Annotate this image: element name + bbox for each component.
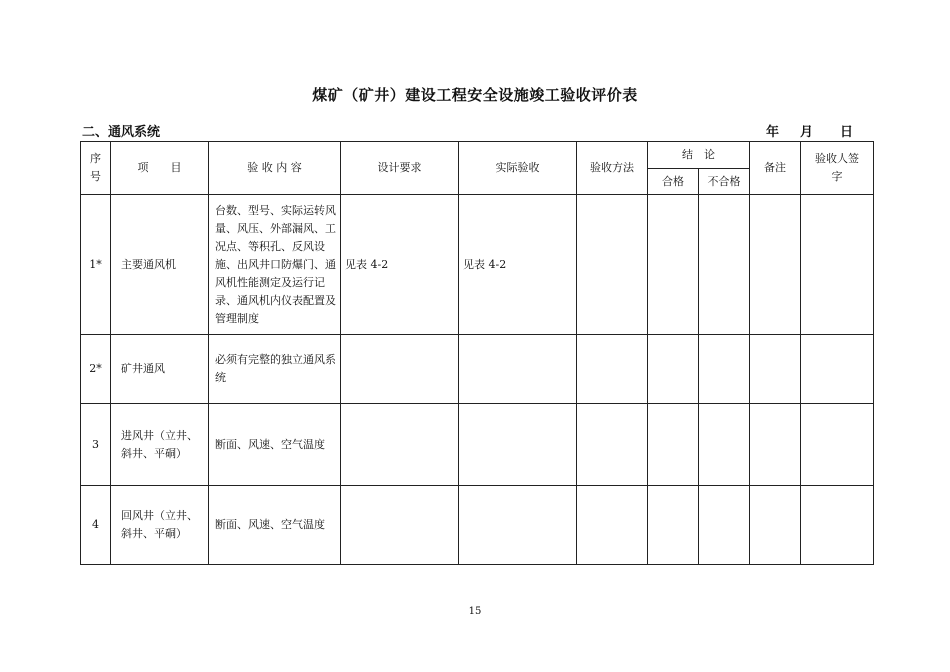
header-pass: 合格 — [648, 169, 699, 195]
row-method — [577, 404, 648, 486]
row-inspector — [801, 404, 874, 486]
row-actual — [459, 335, 577, 404]
row-inspector — [801, 335, 874, 404]
row-method — [577, 195, 648, 335]
row-item: 主要通风机 — [111, 195, 209, 335]
header-remark: 备注 — [750, 142, 801, 195]
row-method — [577, 486, 648, 565]
row-actual: 见表 4-2 — [459, 195, 577, 335]
header-inspector: 验收人签 字 — [801, 142, 874, 195]
row-method — [577, 335, 648, 404]
header-item: 项 目 — [111, 142, 209, 195]
row-fail — [699, 195, 750, 335]
date-day: 日 — [840, 125, 854, 140]
row-content: 断面、风速、空气温度 — [209, 486, 341, 565]
page-title: 煤矿（矿井）建设工程安全设施竣工验收评价表 — [312, 86, 638, 104]
row-remark — [750, 486, 801, 565]
row-remark — [750, 195, 801, 335]
row-pass — [648, 335, 699, 404]
date-month: 月 — [800, 125, 814, 140]
table-row — [81, 486, 874, 565]
header-row-1 — [81, 142, 874, 169]
row-actual — [459, 486, 577, 565]
row-pass — [648, 486, 699, 565]
header-fail: 不合格 — [699, 169, 750, 195]
header-design: 设计要求 — [341, 142, 459, 195]
row-seq: 2* — [81, 335, 111, 404]
header-seq: 序号 — [81, 142, 111, 195]
row-seq: 1* — [81, 195, 111, 335]
row-fail — [699, 486, 750, 565]
row-design: 见表 4-2 — [341, 195, 459, 335]
row-remark — [750, 404, 801, 486]
table-row — [81, 335, 874, 404]
row-design — [341, 404, 459, 486]
date-line — [766, 121, 853, 140]
row-fail — [699, 335, 750, 404]
row-pass — [648, 404, 699, 486]
table-row — [81, 195, 874, 335]
row-seq: 3 — [81, 404, 111, 486]
row-item: 矿井通风 — [111, 335, 209, 404]
table-row — [81, 404, 874, 486]
row-remark — [750, 335, 801, 404]
row-actual — [459, 404, 577, 486]
row-inspector — [801, 195, 874, 335]
section-heading: 二、通风系统 — [82, 125, 161, 140]
row-item: 进风井（立井、斜井、平硐） — [111, 404, 209, 486]
row-content: 必须有完整的独立通风系统 — [209, 335, 341, 404]
row-design — [341, 486, 459, 565]
header-conclusion: 结 论 — [648, 142, 750, 169]
row-content: 断面、风速、空气温度 — [209, 404, 341, 486]
row-seq: 4 — [81, 486, 111, 565]
acceptance-evaluation-table — [80, 141, 874, 565]
header-method: 验收方法 — [577, 142, 648, 195]
row-design — [341, 335, 459, 404]
row-fail — [699, 404, 750, 486]
row-pass — [648, 195, 699, 335]
date-year: 年 — [766, 125, 780, 140]
header-content: 验 收 内 容 — [209, 142, 341, 195]
row-content: 台数、型号、实际运转风量、风压、外部漏风、工况点、等积孔、反风设施、出风井口防爆门、通风机性能测定及运行记录、通风机内仪表配置及管理制度 — [209, 195, 341, 335]
row-item: 回风井（立井、斜井、平硐） — [111, 486, 209, 565]
header-actual: 实际验收 — [459, 142, 577, 195]
page-number: 15 — [468, 606, 482, 617]
row-inspector — [801, 486, 874, 565]
